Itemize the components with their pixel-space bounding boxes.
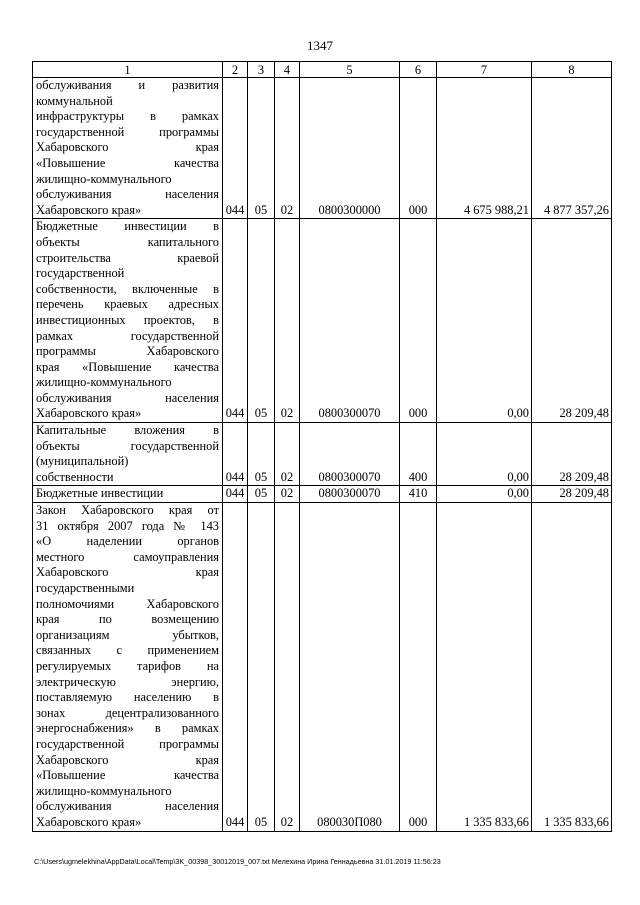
row-name-line: собственности [36,469,114,484]
row-name-line: Хабаровского края [36,140,219,155]
header-cell: 2 [223,62,248,78]
row-name-line: энергоснабжения» в рамках [36,721,219,736]
section-cell: 05 [248,219,275,423]
row-name-line: 31 октября 2007 года № 143 [36,518,219,533]
row-name-line: Хабаровского края [36,752,219,767]
target-article-cell: 0800300070 [300,219,400,423]
row-name-line: «Повышение качества [36,155,219,170]
subsection-cell: 02 [275,423,300,486]
table-row [33,219,612,423]
row-name-line: зонах децентрализованного [36,705,219,720]
expense-type-cell: 400 [400,423,437,486]
expense-type-cell: 000 [400,219,437,423]
table-row [33,423,612,486]
expense-type-cell: 000 [400,78,437,219]
row-name-line: коммунальной [36,93,113,108]
subsection-cell: 02 [275,78,300,219]
amount-2020-cell: 28 209,48 [532,423,612,486]
subsection-cell: 02 [275,503,300,831]
amount-2019-cell: 0,00 [437,486,532,503]
row-name-cell [33,219,223,423]
row-name-line: (муниципальной) [36,454,129,469]
header-cell: 4 [275,62,300,78]
row-name-line: обслуживания и развития [36,78,219,92]
expense-type-cell: 000 [400,503,437,831]
target-article-cell: 0800300070 [300,423,400,486]
row-name-line: жилищно-коммунального [36,375,172,390]
row-name-line: объекты государственной [36,438,219,453]
amount-2019-cell: 0,00 [437,219,532,423]
table-row [33,503,612,831]
target-article-cell: 0800300000 [300,78,400,219]
amount-2020-cell: 28 209,48 [532,486,612,503]
subsection-cell: 02 [275,486,300,503]
row-name-line: «Повышение качества [36,768,219,783]
amount-2020-cell: 1 335 833,66 [532,503,612,831]
row-name-line: государственной программы [36,124,219,139]
row-name-line: государственными [36,581,135,595]
row-name-line: рамках государственной [36,328,219,343]
row-name-line: местного самоуправления [36,549,219,564]
row-name-line: электрическую энергию, [36,674,219,689]
row-name-line: жилищно-коммунального [36,171,172,186]
row-name-line: Бюджетные инвестиции [36,486,164,501]
budget-table [32,61,612,832]
row-name-line: Закон Хабаровского края от [36,503,219,518]
row-name-line: строительства краевой [36,250,219,265]
row-name-line: инфраструктуры в рамках [36,109,219,124]
row-name-line: поставляемую населению в [36,690,219,705]
page-number: 1347 [307,38,333,53]
row-name-line: Хабаровского края [36,565,219,580]
expense-type-cell: 410 [400,486,437,503]
target-article-cell: 080030П080 [300,503,400,831]
header-cell: 6 [400,62,437,78]
amount-2019-cell: 0,00 [437,423,532,486]
row-name-line: государственной [36,266,125,281]
row-name-line: обслуживания населения [36,390,219,405]
amount-2020-cell: 28 209,48 [532,219,612,423]
footer-file-path: C:\Users\ugmelekhina\AppData\Local\Temp\3K_00398_30012019_007.txt Мелехина Ирина Геннадьевна 31.01.2019 11:56:23 [34,857,441,866]
row-name-line: программы Хабаровского [36,344,219,359]
row-name-line: края «Повышение качества [36,359,219,374]
row-name-line: объекты капитального [36,234,219,249]
section-cell: 05 [248,78,275,219]
code-cell: 044 [223,78,248,219]
row-name-cell [33,78,223,219]
amount-2019-cell: 1 335 833,66 [437,503,532,831]
code-cell: 044 [223,503,248,831]
row-name-line: полномочиями Хабаровского [36,596,219,611]
header-cell: 7 [437,62,532,78]
row-name-line: обслуживания населения [36,187,219,202]
amount-2020-cell: 4 877 357,26 [532,78,612,219]
code-cell: 044 [223,423,248,486]
header-cell: 3 [248,62,275,78]
row-name-cell [33,503,223,831]
row-name-cell [33,486,223,503]
section-cell: 05 [248,503,275,831]
row-name-line: Капитальные вложения в [36,423,219,438]
row-name-line: края по возмещению [36,612,219,627]
row-name-cell [33,423,223,486]
row-name-line: Хабаровского края» [36,202,142,217]
amount-2019-cell: 4 675 988,21 [437,78,532,219]
row-name-line: жилищно-коммунального [36,783,172,798]
code-cell: 044 [223,486,248,503]
row-name-line: обслуживания населения [36,799,219,814]
row-name-line: Бюджетные инвестиции в [36,219,219,234]
table-row [33,78,612,219]
table-row [33,486,612,503]
row-name-line: Хабаровского края» [36,406,142,421]
header-cell: 5 [300,62,400,78]
row-name-line: связанных с применением [36,643,219,658]
target-article-cell: 0800300070 [300,486,400,503]
row-name-line: собственности, включенные в [36,281,219,296]
header-cell: 1 [33,62,223,78]
row-name-line: организациям убытков, [36,627,219,642]
row-name-line: перечень краевых адресных [36,297,219,312]
subsection-cell: 02 [275,219,300,423]
header-row [33,62,612,78]
row-name-line: «О наделении органов [36,534,219,549]
row-name-line: Хабаровского края» [36,814,142,829]
section-cell: 05 [248,423,275,486]
row-name-line: инвестиционных проектов, в [36,312,219,327]
section-cell: 05 [248,486,275,503]
header-cell: 8 [532,62,612,78]
row-name-line: регулируемых тарифов на [36,658,219,673]
code-cell: 044 [223,219,248,423]
row-name-line: государственной программы [36,736,219,751]
